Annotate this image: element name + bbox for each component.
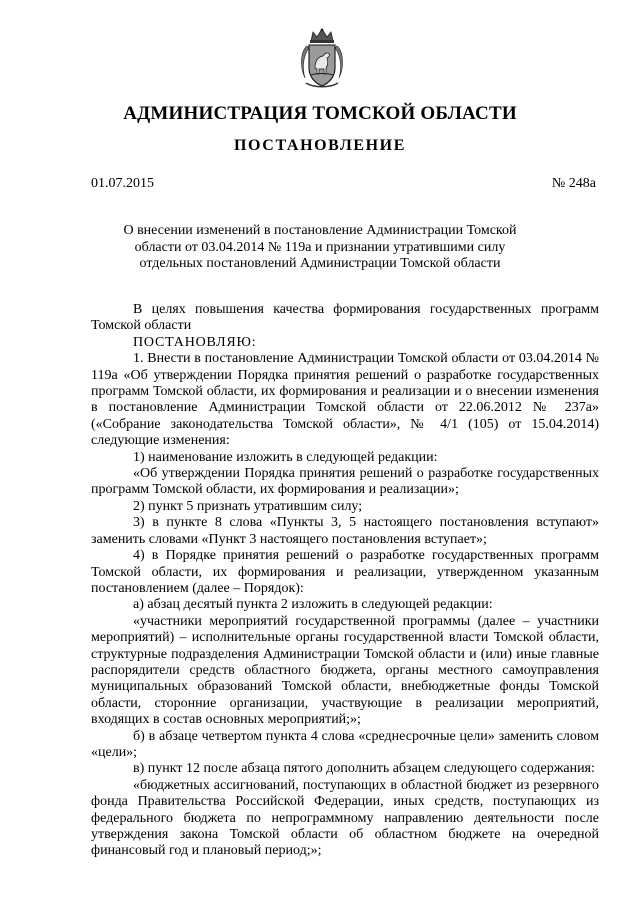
body-paragraph: 1. Внести в постановление Администрации Томской области от 03.04.2014 № 119а «Об утверждении Порядка принятия решений о разработке государственных программ Томской области, их формирования и реализации и о внесении изменения в постановление Администрации Томской области от 22.06.2012 № 237а» («Собрание законодательства Томской области», № 4/1 (105) от 15.04.2014) следующие изменения: [91, 351, 599, 449]
body-paragraph: 2) пункт 5 признать утратившим силу; [133, 498, 363, 514]
body-paragraph: 3) в пункте 8 слова «Пункты 3, 5 настоящего постановления вступают» заменить словами «Пункт 3 настоящего постановления вступает»; [91, 515, 599, 547]
body-paragraph: «участники мероприятий государственной программы (далее – участники мероприятий) – исполнительные органы государственной власти Томской области, структурные подразделения Администрации Томской области и (или) иные главные распорядители средств областного бюджета, органы местного самоуправления муниципальных образований Томской области, внебюджетные фонды Томской области, сторонние организации, участвующие в реализации мероприятий, входящих в состав основных мероприятий;»; [91, 613, 599, 728]
body-paragraph: б) в абзаце четвертом пункта 4 слова «среднесрочные цели» заменить словом «цели»; [91, 728, 599, 760]
body-paragraph: а) абзац десятый пункта 2 изложить в следующей редакции: [133, 597, 493, 613]
body-paragraph: в) пункт 12 после абзаца пятого дополнить абзацем следующего содержания: [133, 761, 595, 777]
body-paragraph: ПОСТАНОВЛЯЮ: [133, 334, 257, 350]
tomsk-coat-of-arms-icon [298, 28, 346, 90]
organization-title: АДМИНИСТРАЦИЯ ТОМСКОЙ ОБЛАСТИ [123, 103, 517, 124]
document-body [91, 302, 599, 860]
body-paragraph: В целях повышения качества формирования государственных программ Томской области [91, 302, 599, 334]
body-paragraph: 4) в Порядке принятия решений о разработке государственных программ Томской области, их формирования и реализации, утвержденном указанным постановлением (далее – Порядок): [91, 548, 599, 596]
document-number: № 248а [551, 176, 596, 191]
document-subject: О внесении изменений в постановление Администрации Томской области от 03.04.2014 № 119а и признании утратившими силу отдельных постановлений Администрации Томской области [123, 223, 517, 271]
body-paragraph: «Об утверждении Порядка принятия решений о разработке государственных программ Томской области, их формирования и реализации»; [91, 466, 599, 498]
body-paragraph: «бюджетных ассигнований, поступающих в областной бюджет из резервного фонда Правительства Российской Федерации, иных средств, поступающих из федерального бюджета по непрограммному направлению деятельности после утверждения закона Томской области об областном бюджете на очередной финансовый год и плановый период;»; [91, 777, 599, 859]
body-paragraph: 1) наименование изложить в следующей редакции: [133, 449, 438, 465]
document-type: ПОСТАНОВЛЕНИЕ [234, 137, 406, 154]
document-date: 01.07.2015 [91, 176, 154, 191]
